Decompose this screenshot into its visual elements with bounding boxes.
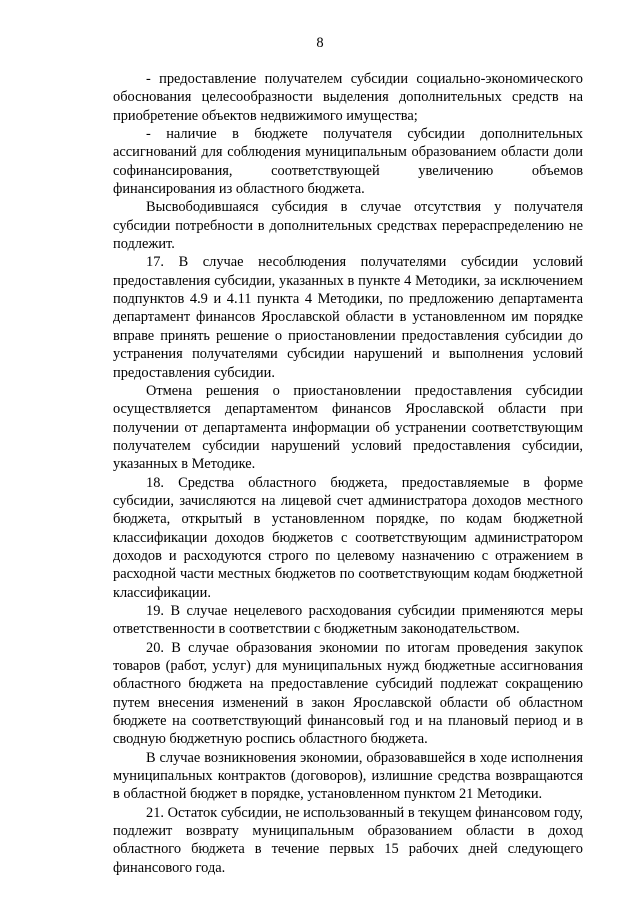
paragraph-clause-20: 20. В случае образования экономии по итогам проведения закупок товаров (работ, услуг) для муниципальных нужд бюджетные ассигнования областного бюджета на предоставление субсидий подлежат сокращению путем внесения изменений в закон Ярославской области об областном бюджете на соответствующий финансовый год и на плановый период и в сводную бюджетную роспись областного бюджета. (113, 639, 583, 748)
paragraph-clause-21: 21. Остаток субсидии, не использованный в текущем финансовом году, подлежит возврату муниципальным образованием области в доход областного бюджета в течение первых 15 рабочих дней следующего финансового года. (113, 804, 583, 876)
paragraph-clause-18: 18. Средства областного бюджета, предоставляемые в форме субсидии, зачисляются на лицевой счет администратора доходов местного бюджета, открытый в установленном порядке, по кодам бюджетной классификации доходов бюджетов с соответствующим администратором доходов и расходуются строго по целевому назначению с отражением в расходной части местных бюджетов по соответствующим кодам бюджетной классификации. (113, 474, 583, 601)
paragraph-clause-17-cancellation: Отмена решения о приостановлении предоставления субсидии осуществляется департаментом финансов Ярославской области при получении от департамента информации об устранении соответствующим получателем субсидии нарушений условий предоставления субсидии, указанных в Методике. (113, 382, 583, 473)
paragraph-condition-cofinancing: - наличие в бюджете получателя субсидии дополнительных ассигнований для соблюдения муниципальным образованием области доли софинансирования, соответствующей увеличению объемов финансирования из областного бюджета. (113, 126, 583, 198)
paragraph-clause-19: 19. В случае нецелевого расходования субсидии применяются меры ответственности в соответствии с бюджетным законодательством. (113, 602, 583, 638)
document-body (113, 70, 583, 877)
paragraph-clause-20-savings: В случае возникновения экономии, образовавшейся в ходе исполнения муниципальных контрактов (договоров), излишние средства возвращаются в областной бюджет в порядке, установленном пунктом 21 Методики. (113, 749, 583, 803)
paragraph-condition-justification: - предоставление получателем субсидии социально-экономического обоснования целесообразности выделения дополнительных средств на приобретение объектов недвижимого имущества; (113, 71, 583, 124)
page-number: 8 (316, 35, 324, 51)
paragraph-clause-17: 17. В случае несоблюдения получателями субсидии условий предоставления субсидии, указанных в пункте 4 Методики, за исключением подпунктов 4.9 и 4.11 пункта 4 Методики, по предложению департамента департамент финансов Ярославской области в установленном им порядке вправе принять решение о приостановлении предоставления субсидии до устранения получателями субсидии нарушений и выполнения условий предоставления субсидии. (113, 254, 583, 381)
paragraph-released-subsidy: Высвободившаяся субсидия в случае отсутствия у получателя субсидии потребности в дополнительных средствах перераспределению не подлежит. (113, 199, 583, 253)
